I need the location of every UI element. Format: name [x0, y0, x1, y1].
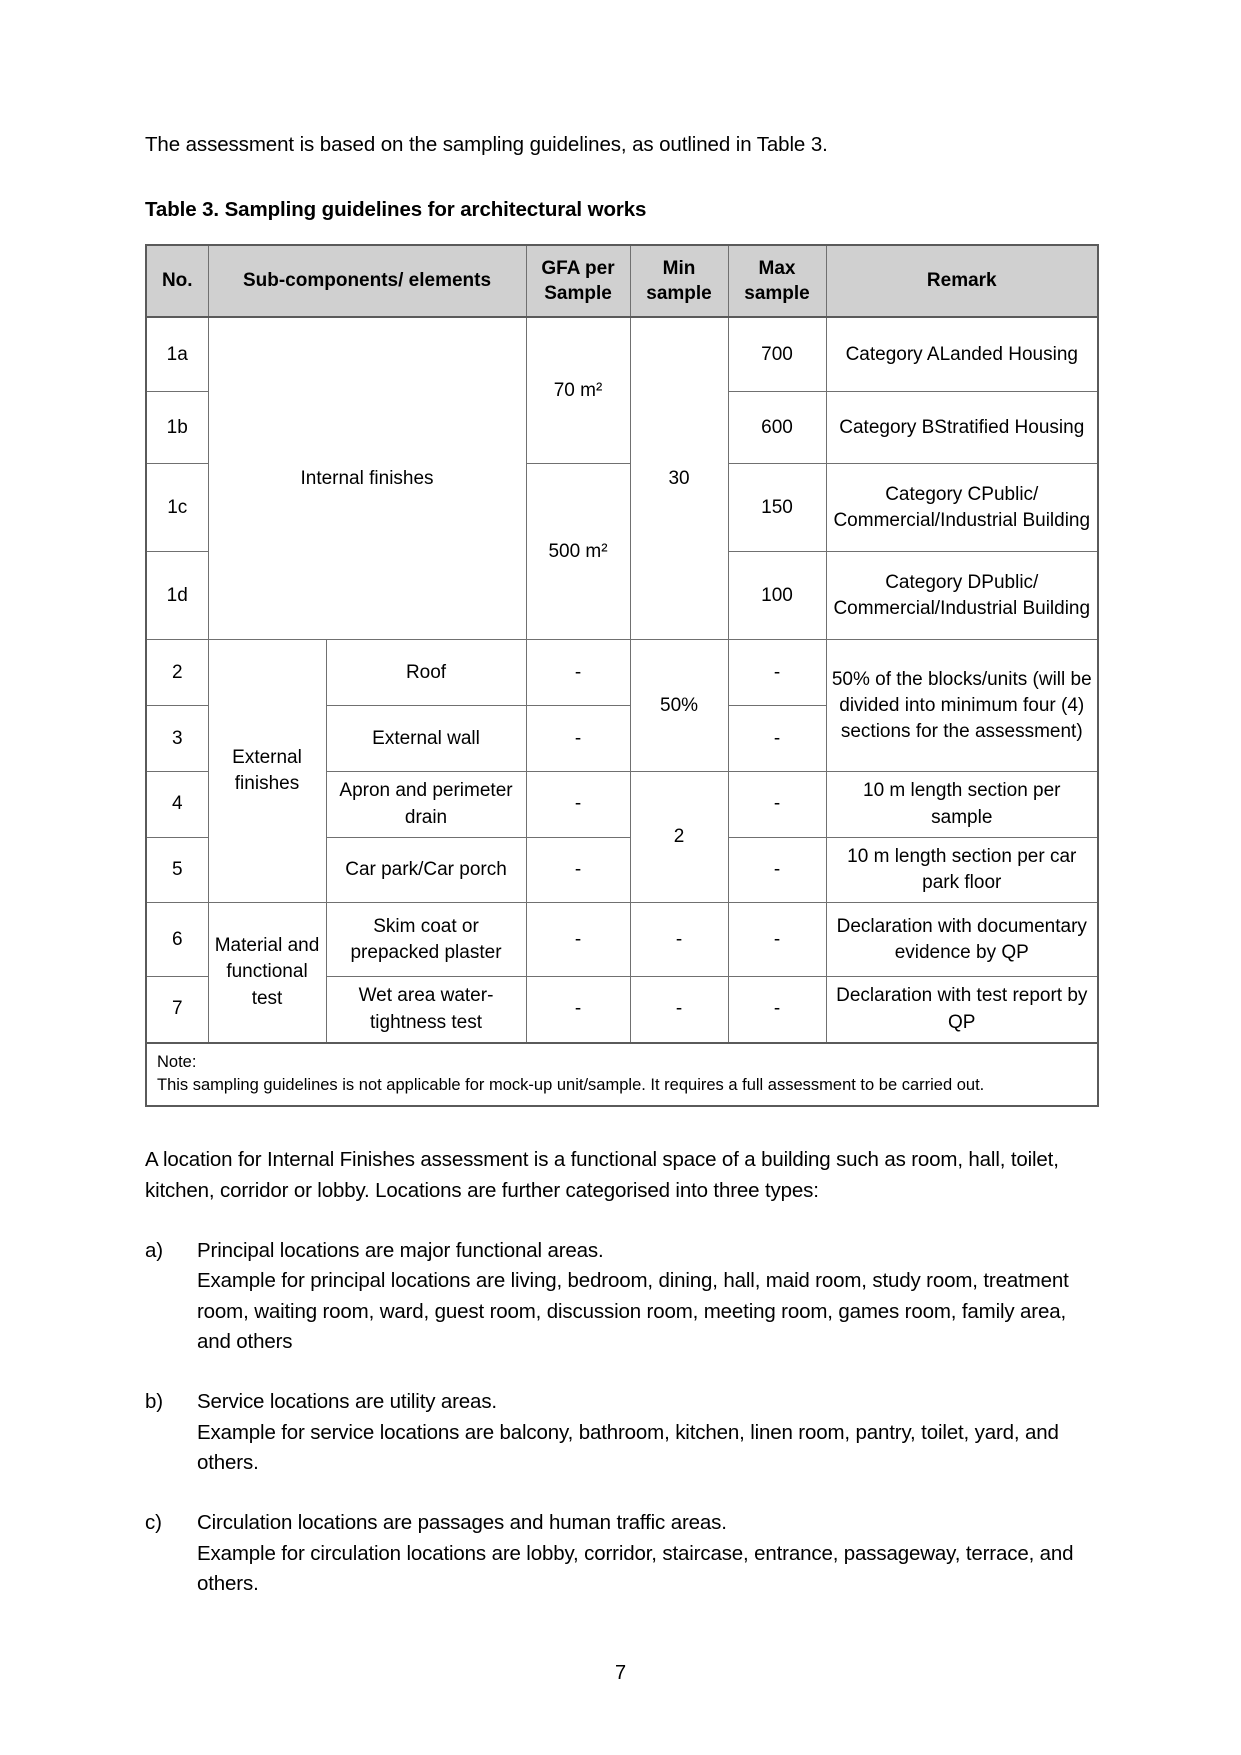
cell-gfa-70: 70 m²	[526, 317, 630, 464]
list-item-line-2: Example for principal locations are living, bedroom, dining, hall, maid room, study room, treatment room, waiting room, ward, guest room, discussion room, meeting room, games room, family area, and others	[197, 1269, 1069, 1353]
cell-remark: Declaration with test report by QP	[826, 977, 1098, 1043]
list-marker: c)	[145, 1511, 162, 1535]
list-item	[145, 1387, 1096, 1478]
cell-gfa: -	[526, 706, 630, 772]
cell-max-sample: -	[728, 640, 826, 706]
cell-external-finishes-group: External finishes	[208, 640, 326, 903]
list-item	[145, 1236, 1096, 1357]
remark-line-1: Category A	[845, 343, 940, 365]
location-types-list	[145, 1236, 1096, 1599]
cell-max-sample: -	[728, 903, 826, 977]
cell-min-sample: -	[630, 977, 728, 1043]
cell-max-sample: -	[728, 772, 826, 837]
cell-no: 6	[146, 903, 208, 977]
header-remark: Remark	[826, 245, 1098, 317]
cell-gfa-500: 500 m²	[526, 464, 630, 640]
cell-element: Wet area water-tightness test	[326, 977, 526, 1043]
list-marker: b)	[145, 1390, 163, 1414]
header-max-sample: Max sample	[728, 245, 826, 317]
page-number: 7	[614, 1662, 627, 1684]
cell-gfa: -	[526, 837, 630, 902]
cell-material-functional-group: Material and functional test	[208, 903, 326, 1043]
remark-line-3: Industrial Building	[940, 597, 1091, 619]
cell-no: 1d	[146, 552, 208, 640]
sampling-guidelines-table	[145, 244, 1099, 1108]
cell-remark	[826, 552, 1098, 640]
cell-gfa: -	[526, 640, 630, 706]
note-text: This sampling guidelines is not applicable for mock-up unit/sample. It requires a full assessment to be carried out.	[157, 1075, 985, 1094]
header-no: No.	[146, 245, 208, 317]
header-min-sample: Min sample	[630, 245, 728, 317]
cell-min-sample: -	[630, 903, 728, 977]
remark-line-1: Category B	[839, 416, 935, 438]
cell-no: 5	[146, 837, 208, 902]
table-header-row	[146, 245, 1098, 317]
cell-element: Skim coat or prepacked plaster	[326, 903, 526, 977]
cell-no: 7	[146, 977, 208, 1043]
table-row	[146, 317, 1098, 392]
cell-internal-finishes-group: Internal finishes	[208, 317, 526, 640]
cell-remark: Declaration with documentary evidence by QP	[826, 903, 1098, 977]
cell-remark	[826, 317, 1098, 392]
list-item-line-2: Example for circulation locations are lobby, corridor, staircase, entrance, passageway, terrace, and others.	[197, 1541, 1074, 1595]
list-item-line-1: Service locations are utility areas.	[197, 1390, 497, 1414]
table-caption: Table 3. Sampling guidelines for architectural works	[145, 197, 647, 221]
remark-line-1: Category C	[885, 483, 982, 505]
cell-no: 1c	[146, 464, 208, 552]
cell-element: Roof	[326, 640, 526, 706]
table-note-row	[146, 1043, 1098, 1107]
cell-no: 1b	[146, 392, 208, 464]
cell-max-sample: -	[728, 977, 826, 1043]
cell-max-sample: -	[728, 706, 826, 772]
table-note	[146, 1043, 1098, 1107]
note-label: Note:	[157, 1052, 197, 1071]
cell-max-sample: -	[728, 837, 826, 902]
list-item-line-2: Example for service locations are balcony, bathroom, kitchen, linen room, pantry, toilet, yard, and others.	[197, 1420, 1059, 1474]
remark-line-3: Industrial Building	[940, 509, 1091, 531]
cell-max-sample: 150	[728, 464, 826, 552]
remark-line-1: Category D	[885, 571, 982, 593]
header-gfa-per-sample: GFA per Sample	[526, 245, 630, 317]
header-sub-components: Sub-components/ elements	[208, 245, 526, 317]
cell-remark	[826, 392, 1098, 464]
cell-remark	[826, 464, 1098, 552]
cell-no: 1a	[146, 317, 208, 392]
list-item-line-1: Principal locations are major functional areas.	[197, 1238, 604, 1262]
remark-line-2: Public/ Commercial/	[833, 571, 1039, 619]
cell-max-sample: 600	[728, 392, 826, 464]
cell-element: Car park/Car porch	[326, 837, 526, 902]
list-item	[145, 1508, 1096, 1599]
cell-no: 4	[146, 772, 208, 837]
cell-gfa: -	[526, 772, 630, 837]
cell-remark-blocks: 50% of the blocks/units (will be divided into minimum four (4) sections for the assessment)	[826, 640, 1098, 772]
cell-remark: 10 m length section per sample	[826, 772, 1098, 837]
list-marker: a)	[145, 1238, 163, 1262]
table-row	[146, 640, 1098, 706]
cell-max-sample: 100	[728, 552, 826, 640]
cell-max-sample: 700	[728, 317, 826, 392]
cell-min-sample-50: 50%	[630, 640, 728, 772]
cell-element: Apron and perimeter drain	[326, 772, 526, 837]
table-row	[146, 903, 1098, 977]
body-paragraph: A location for Internal Finishes assessment is a functional space of a building such as room, hall, toilet, kitchen, corridor or lobby. Locations are further categorised into three types:	[145, 1148, 1059, 1202]
cell-min-sample-2: 2	[630, 772, 728, 903]
cell-no: 3	[146, 706, 208, 772]
cell-remark: 10 m length section per car park floor	[826, 837, 1098, 902]
list-item-line-1: Circulation locations are passages and human traffic areas.	[197, 1511, 727, 1535]
remark-line-2: Landed Housing	[939, 343, 1078, 365]
cell-gfa: -	[526, 977, 630, 1043]
cell-gfa: -	[526, 903, 630, 977]
remark-line-2: Public/ Commercial/	[833, 483, 1039, 531]
remark-line-2: Stratified Housing	[934, 416, 1085, 438]
cell-element: External wall	[326, 706, 526, 772]
cell-no: 2	[146, 640, 208, 706]
intro-paragraph: The assessment is based on the sampling guidelines, as outlined in Table 3.	[145, 133, 828, 156]
cell-min-sample-30: 30	[630, 317, 728, 640]
